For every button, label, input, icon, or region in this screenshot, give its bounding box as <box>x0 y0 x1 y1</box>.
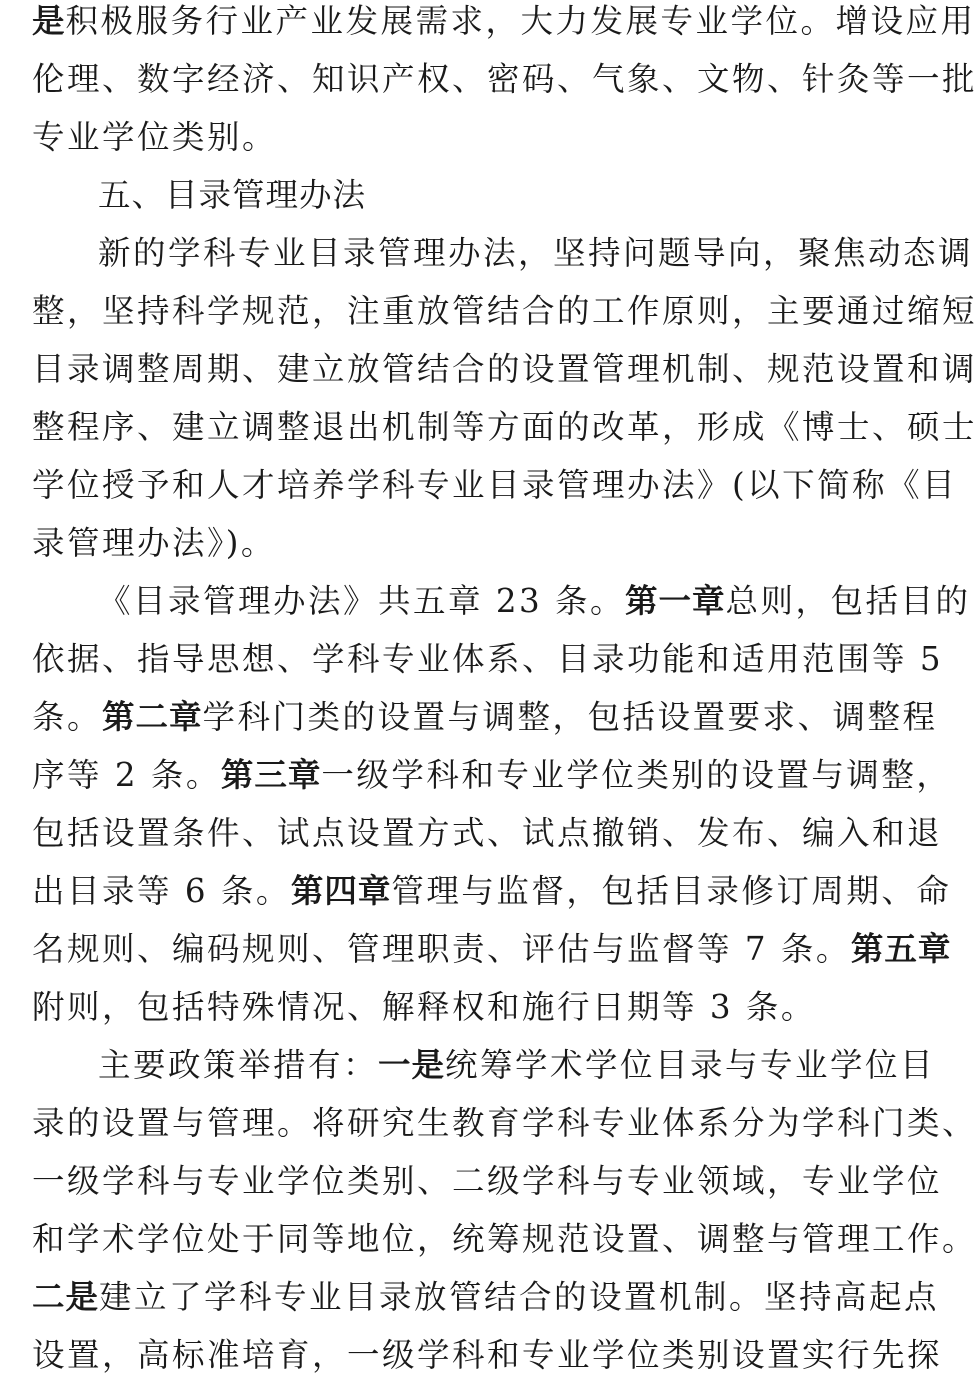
text-segment: 学科门类的设置与调整，包括设置要求、调整程 <box>202 698 938 736</box>
text-line <box>32 50 977 108</box>
text-segment: 一级学科和专业学位类别的设置与调整， <box>321 756 952 794</box>
text-line <box>32 398 977 456</box>
text-line <box>32 688 938 746</box>
text-line <box>32 1210 977 1268</box>
text-line <box>32 224 974 282</box>
text-line <box>32 0 976 50</box>
text-line <box>32 456 958 514</box>
text-segment: 建立了学科专业目录放管结合的设置机制。坚持高起点 <box>99 1278 940 1316</box>
bold-text: 第五章 <box>850 930 952 968</box>
text-segment: 主要政策举措有： <box>98 1046 379 1084</box>
text-line <box>32 1094 977 1152</box>
text-segment: 新的学科专业目录管理办法，坚持问题导向，聚焦动态调 <box>98 234 974 272</box>
text-segment: 专业学位类别。 <box>32 118 278 156</box>
text-segment: 五、目录管理办法 <box>98 176 367 214</box>
text-line <box>32 108 902 166</box>
text-line <box>32 1268 940 1326</box>
bold-text: 第二章 <box>102 698 203 736</box>
text-segment: 附则，包括特殊情况、解释权和施行日期等 3 条。 <box>32 988 816 1026</box>
text-line <box>32 630 944 688</box>
text-segment: 积极服务行业产业发展需求，大力发展专业学位。增设应用 <box>65 2 976 40</box>
text-segment: 录管理办法》)。 <box>32 524 276 562</box>
text-segment: 总则，包括目的 <box>725 582 971 620</box>
text-segment: 包括设置条件、试点设置方式、试点撤销、发布、编入和退 <box>32 814 943 852</box>
document-body <box>32 0 977 1384</box>
text-segment: 伦理、数字经济、知识产权、密码、气象、文物、针灸等一批 <box>32 60 977 98</box>
text-line <box>32 340 977 398</box>
text-segment: 统筹学术学位目录与专业学位目 <box>445 1046 936 1084</box>
text-line <box>32 862 952 920</box>
text-segment: 条。 <box>32 698 103 736</box>
text-segment: 序等 2 条。 <box>32 756 221 794</box>
bold-text: 是 <box>32 2 66 40</box>
text-segment: 名规则、编码规则、管理职责、评估与监督等 7 条。 <box>32 930 851 968</box>
text-segment: 依据、指导思想、学科专业体系、目录功能和适用范围等 5 <box>32 640 944 678</box>
text-line <box>32 1036 936 1094</box>
text-line <box>32 978 902 1036</box>
text-line <box>32 1152 943 1210</box>
text-line <box>32 282 977 340</box>
text-segment: 录的设置与管理。将研究生教育学科专业体系分为学科门类、 <box>32 1104 977 1142</box>
bold-text: 一是 <box>378 1046 446 1084</box>
bold-text: 二是 <box>32 1278 100 1316</box>
bold-text: 第一章 <box>625 582 726 620</box>
text-line <box>32 920 952 978</box>
text-segment: 学位授予和人才培养学科专业目录管理办法》(以下简称《目 <box>32 466 958 504</box>
text-segment: 《目录管理办法》共五章 23 条。 <box>98 582 626 620</box>
text-segment: 设置，高标准培育，一级学科和专业学位类别设置实行先探 <box>32 1336 943 1374</box>
bold-text: 第三章 <box>220 756 322 794</box>
text-segment: 整，坚持科学规范，注重放管结合的工作原则，主要通过缩短 <box>32 292 977 330</box>
text-segment: 目录调整周期、建立放管结合的设置管理机制、规范设置和调 <box>32 350 977 388</box>
text-line <box>32 514 902 572</box>
text-segment: 整程序、建立调整退出机制等方面的改革，形成《博士、硕士 <box>32 408 977 446</box>
bold-text: 第四章 <box>290 872 392 910</box>
text-line <box>32 1326 943 1384</box>
text-line <box>32 804 943 862</box>
text-segment: 出目录等 6 条。 <box>32 872 291 910</box>
text-segment: 一级学科与专业学位类别、二级学科与专业领域，专业学位 <box>32 1162 943 1200</box>
text-line <box>32 746 952 804</box>
section-heading <box>32 166 902 224</box>
text-segment: 和学术学位处于同等地位，统筹规范设置、调整与管理工作。 <box>32 1220 977 1258</box>
text-line <box>32 572 971 630</box>
text-segment: 管理与监督，包括目录修订周期、命 <box>391 872 952 910</box>
